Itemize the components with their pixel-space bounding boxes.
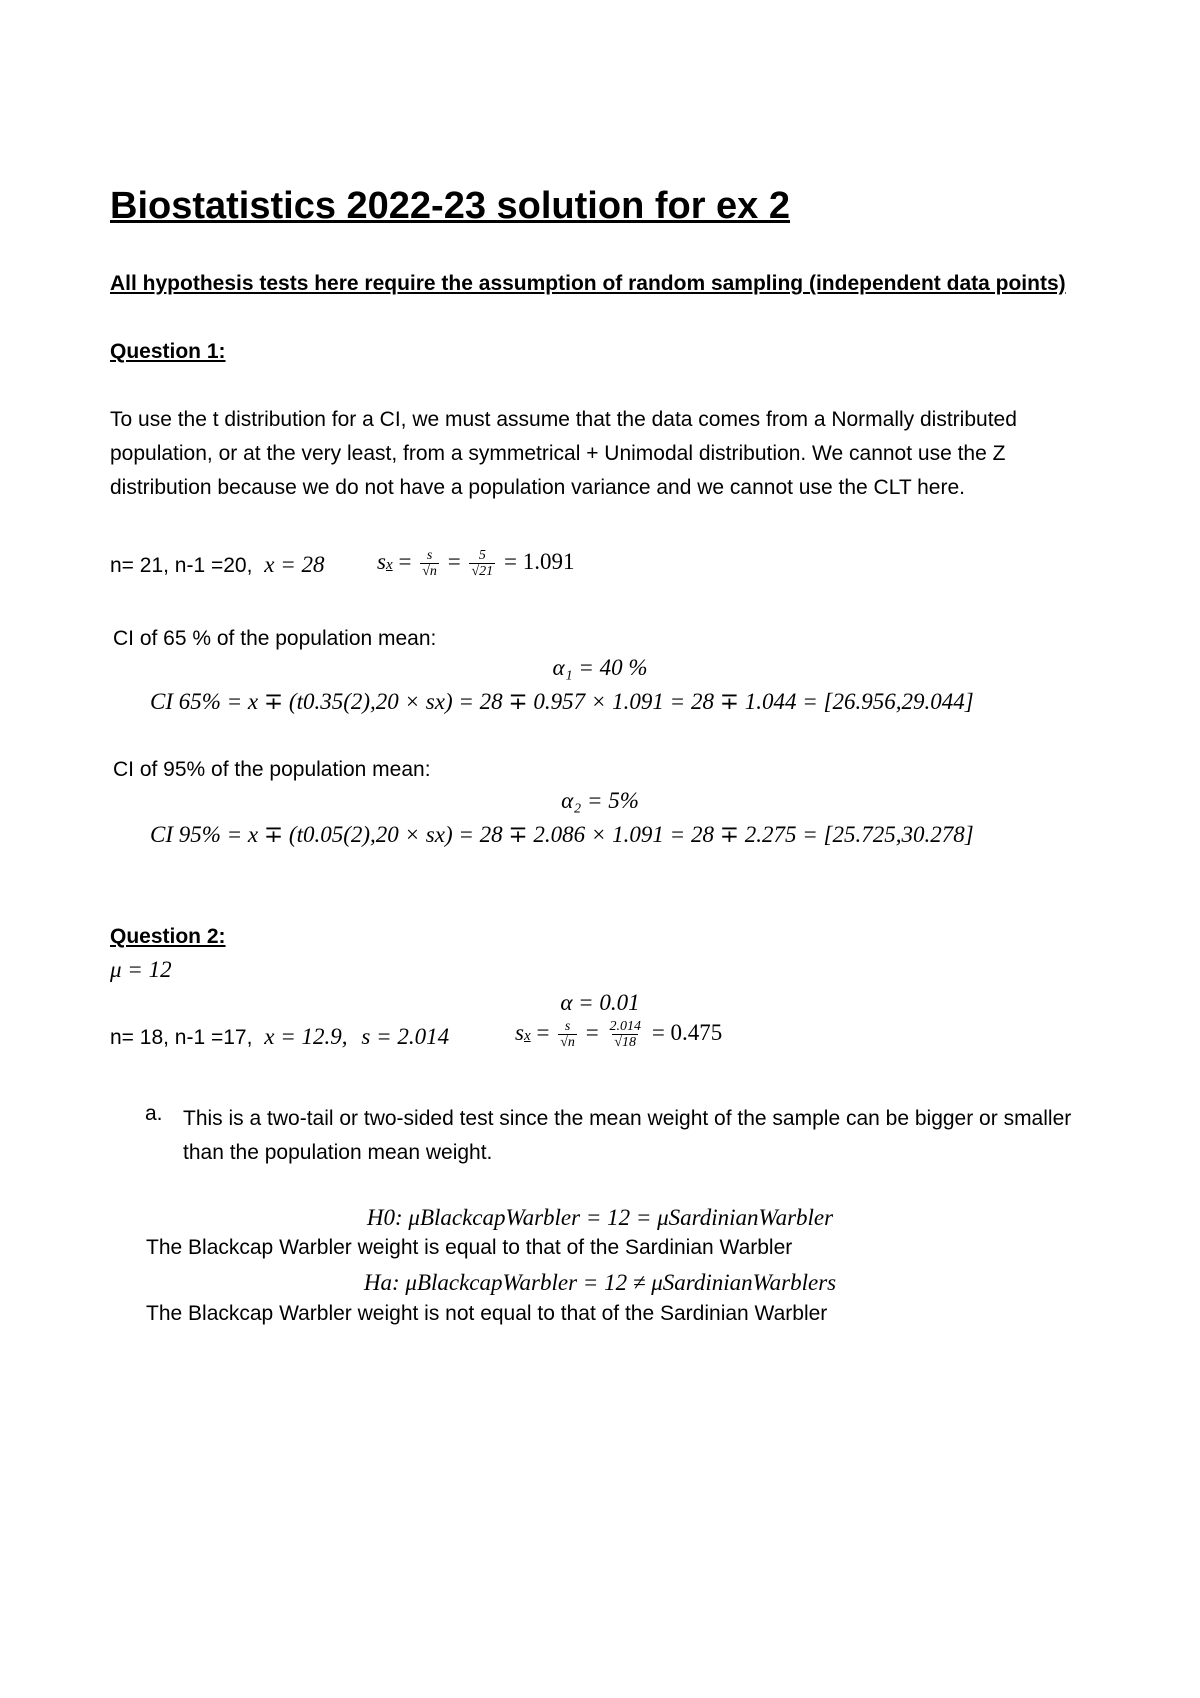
null-hypothesis: H0: μBlackcapWarbler = 12 = μSardinianWarbler	[366, 1205, 834, 1230]
question-1-heading: Question 1:	[110, 340, 226, 363]
assumption-note: All hypothesis tests here require the assumption of random sampling (independent data points)	[110, 272, 1066, 295]
q1-standard-error: sx = $\frac{s}{√n}$ = $\frac{5}{√21}$ = 1.091	[377, 548, 575, 579]
alpha-2: α₂ = 5%	[561, 788, 639, 813]
q2-se-fraction-1: $\frac{s}{√n}$	[560, 1019, 575, 1050]
q2-mu: μ = 12	[110, 957, 172, 982]
q1-given-prefix: n= 21, n-1 =20,	[110, 554, 253, 577]
alpha-1: α₁ = 40 %	[552, 655, 648, 680]
q1-given-line	[110, 552, 325, 578]
q2-se-fraction-2: $\frac{2.014}{√18}$	[609, 1019, 641, 1050]
q1-xbar: x = 28	[264, 552, 325, 577]
alt-hypothesis-text: The Blackcap Warbler weight is not equal to that of the Sardinian Warbler	[146, 1302, 828, 1325]
q2-given-line	[110, 1024, 449, 1050]
q2-xbar: x = 12.9,	[264, 1024, 348, 1049]
ci95-formula: CI 95% = x ∓ (t0.05(2),20 × sx) = 28 ∓ 2.086 × 1.091 = 28 ∓ 2.275 = [25.725,30.278]	[150, 822, 974, 847]
null-hypothesis-text: The Blackcap Warbler weight is equal to that of the Sardinian Warbler	[146, 1236, 793, 1259]
question-1-paragraph: To use the t distribution for a CI, we must assume that the data comes from a Normally distributed population, or at the very least, from a symmetrical + Unimodal distribution. We cannot use the Z distribution because we do not have a population variance and we cannot use the CLT here.	[110, 408, 1017, 499]
q2-standard-error: sx = $\frac{s}{√n}$ = $\frac{2.014}{√18}$ = 0.475	[515, 1019, 723, 1050]
q2-se-result: = 0.475	[651, 1020, 723, 1046]
q2-given-prefix: n= 18, n-1 =17,	[110, 1026, 253, 1049]
list-marker-a: a.	[145, 1102, 163, 1125]
q1-se-lhs: s	[377, 549, 386, 575]
q1-se-result: = 1.091	[504, 549, 575, 575]
list-item-a-text: This is a two-tail or two-sided test since the mean weight of the sample can be bigger or smaller than the population mean weight.	[183, 1107, 1072, 1164]
q2-alpha: α = 0.01	[560, 990, 640, 1015]
ci65-formula: CI 65% = x ∓ (t0.35(2),20 × sx) = 28 ∓ 0.957 × 1.091 = 28 ∓ 1.044 = [26.956,29.044]	[150, 689, 974, 714]
q1-se-fraction-1: $\frac{s}{√n}$	[422, 548, 437, 579]
ci65-label: CI of 65 % of the population mean:	[113, 627, 437, 650]
page-title: Biostatistics 2022-23 solution for ex 2	[110, 185, 791, 227]
q1-se-fraction-2: $\frac{5}{√21}$	[471, 548, 494, 579]
q2-s: s = 2.014	[361, 1024, 450, 1049]
ci95-label: CI of 95% of the population mean:	[113, 758, 431, 781]
question-2-heading: Question 2:	[110, 925, 226, 948]
alt-hypothesis: Ha: μBlackcapWarbler = 12 ≠ μSardinianWarblers	[363, 1270, 837, 1295]
